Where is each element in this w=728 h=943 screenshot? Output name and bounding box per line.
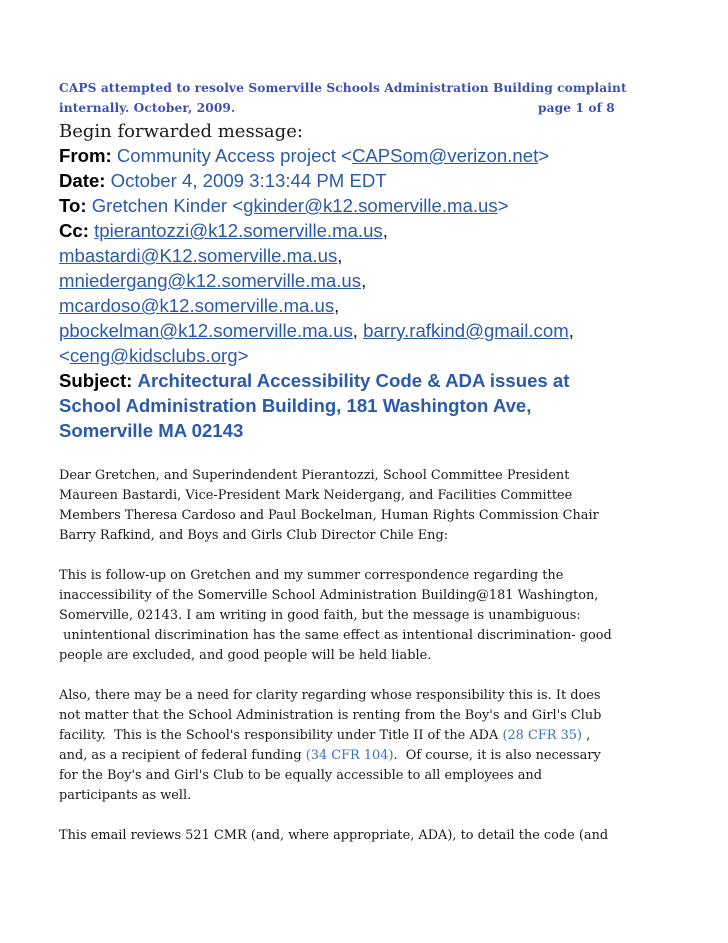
forward-title: Begin forwarded message: (59, 121, 303, 142)
email-headers (59, 143, 679, 443)
paragraph-line: for the Boy's and Girl's Club to be equally accessible to all employees and (59, 768, 542, 783)
to-email-link[interactable]: gkinder@k12.somerville.ma.us (243, 195, 498, 216)
paragraph-text: . Of course, it is also necessary (393, 748, 601, 763)
subject-label: Subject: (59, 370, 133, 391)
document-page (59, 78, 679, 846)
paragraph-line: not matter that the School Administration is renting from the Boy's and Girl's Club (59, 708, 602, 723)
paragraph-line: people are excluded, and good people will be held liable. (59, 648, 432, 663)
citation-28-cfr-35[interactable]: (28 CFR 35) (502, 728, 583, 743)
paragraph-line: Somerville, 02143. I am writing in good faith, but the message is unambiguous: (59, 608, 581, 623)
from-bracket: > (538, 145, 550, 166)
from-label: From: (59, 145, 112, 166)
cc-email-link[interactable]: mniedergang@k12.somerville.ma.us (59, 270, 362, 291)
paragraph-text: facility. This is the School's responsibility under Title II of the ADA (59, 728, 503, 743)
cc-email-link[interactable]: mbastardi@K12.somerville.ma.us (59, 245, 338, 266)
cc-line-3 (59, 268, 679, 293)
from-line (59, 143, 679, 168)
to-bracket: > (497, 195, 509, 216)
subject-text: Architectural Accessibility Code & ADA issues at (137, 370, 570, 391)
paragraph-line (59, 746, 679, 766)
date-line (59, 168, 679, 193)
caps-header-note (59, 78, 679, 118)
citation-34-cfr-104[interactable]: (34 CFR 104) (305, 748, 394, 763)
from-email-link[interactable]: CAPSom@verizon.net (351, 145, 539, 166)
cc-bracket-close: > (237, 345, 249, 366)
paragraph-line (59, 726, 679, 746)
paragraph-text: , (582, 728, 591, 743)
cc-email-link[interactable]: tpierantozzi@k12.somerville.ma.us (94, 220, 383, 241)
cc-separator: , (337, 245, 343, 266)
date-value: October 4, 2009 3:13:44 PM EDT (110, 170, 387, 191)
cc-separator: , (352, 320, 358, 341)
paragraph-line: Members Theresa Cardoso and Paul Bockelman, Human Rights Commission Chair (59, 508, 599, 523)
paragraph-line: unintentional discrimination has the same effect as intentional discrimination- good (59, 628, 612, 643)
paragraph-line: Dear Gretchen, and Superindendent Pierantozzi, School Committee President (59, 468, 570, 483)
caps-header-line1: CAPS attempted to resolve Somerville Schools Administration Building complaint (59, 81, 627, 95)
paragraph-line: Maureen Bastardi, Vice-President Mark Neidergang, and Facilities Committee (59, 488, 573, 503)
caps-header-date: internally. October, 2009. (59, 101, 236, 115)
cc-separator: , (382, 220, 388, 241)
cc-label: Cc: (59, 220, 89, 241)
subject-line-1 (59, 368, 679, 393)
caps-header-line2 (59, 98, 679, 118)
cc-line-2 (59, 243, 679, 268)
subject-text: Somerville MA 02143 (59, 420, 244, 441)
from-name: Community Access project < (116, 145, 352, 166)
salutation-paragraph (59, 466, 679, 546)
cc-email-link[interactable]: pbockelman@k12.somerville.ma.us (59, 320, 353, 341)
review-paragraph (59, 826, 679, 846)
paragraph-line: Also, there may be a need for clarity regarding whose responsibility this is. It does (59, 688, 601, 703)
cc-email-link[interactable]: mcardoso@k12.somerville.ma.us (59, 295, 335, 316)
cc-separator: , (361, 270, 367, 291)
cc-separator: , (334, 295, 340, 316)
responsibility-paragraph (59, 686, 679, 806)
to-line (59, 193, 679, 218)
paragraph-line: This is follow-up on Gretchen and my summer correspondence regarding the (59, 568, 564, 583)
cc-line-1 (59, 218, 679, 243)
followup-paragraph (59, 566, 679, 666)
cc-separator: , (568, 320, 574, 341)
paragraph-line: Barry Rafkind, and Boys and Girls Club Director Chile Eng: (59, 528, 449, 543)
paragraph-line: inaccessibility of the Somerville School Administration Building@181 Washington, (59, 588, 599, 603)
to-name: Gretchen Kinder < (91, 195, 244, 216)
page-number: page 1 of 8 (538, 101, 615, 115)
cc-line-5 (59, 318, 679, 343)
paragraph-text: and, as a recipient of federal funding (59, 748, 306, 763)
paragraph-line: participants as well. (59, 788, 192, 803)
paragraph-line: This email reviews 521 CMR (and, where appropriate, ADA), to detail the code (and (59, 828, 609, 843)
cc-line-6 (59, 343, 679, 368)
to-label: To: (59, 195, 87, 216)
cc-bracket-open: < (59, 345, 70, 366)
cc-line-4 (59, 293, 679, 318)
cc-email-link[interactable]: barry.rafkind@gmail.com (363, 320, 569, 341)
date-label: Date: (59, 170, 106, 191)
cc-email-link[interactable]: ceng@kidsclubs.org (69, 345, 238, 366)
subject-text: School Administration Building, 181 Washington Ave, (59, 395, 532, 416)
